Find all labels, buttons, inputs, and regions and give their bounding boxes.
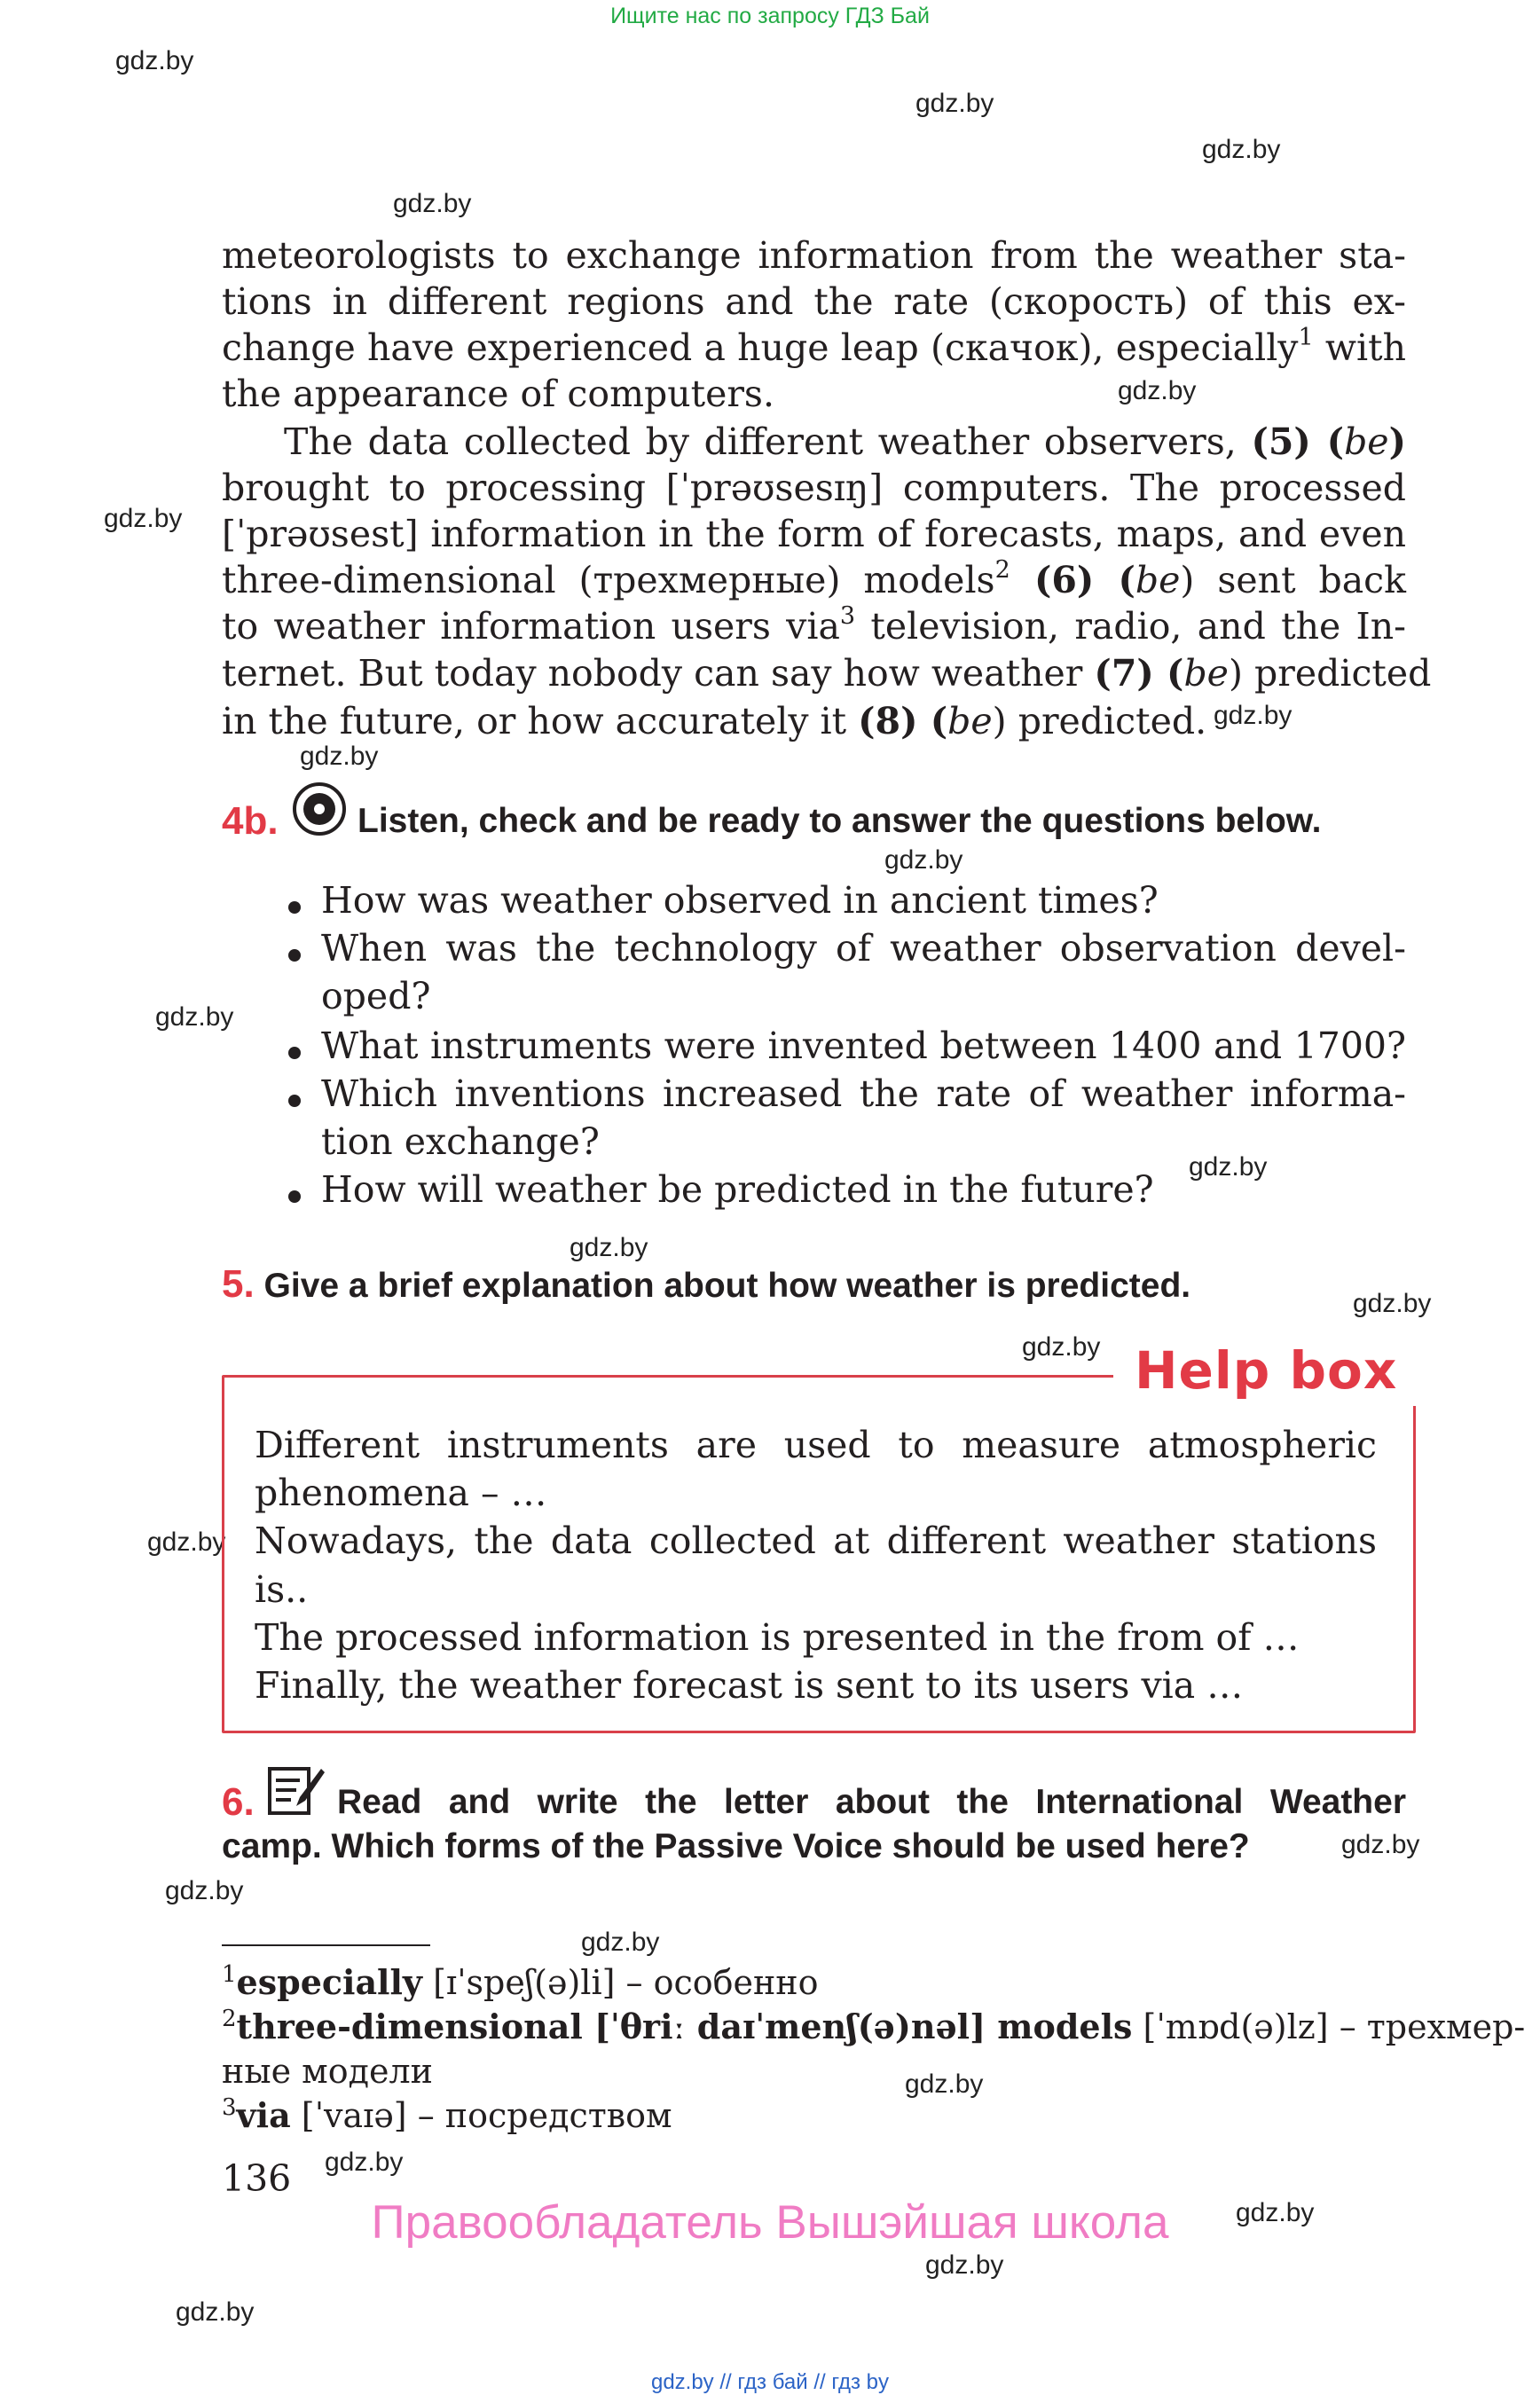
question-item: How was weather observed in ancient times? bbox=[321, 879, 1159, 922]
watermark: gdz.by bbox=[1202, 135, 1281, 164]
bullet bbox=[288, 901, 301, 914]
task-5-text: Give a brief explanation about how weather is predicted. bbox=[263, 1267, 1191, 1305]
bullet bbox=[288, 1047, 301, 1059]
bullet bbox=[288, 1095, 301, 1107]
watermark: gdz.by bbox=[1353, 1289, 1432, 1318]
body-text-line: [ˈprəʊsest] information in the form of forecasts, maps, and even bbox=[222, 513, 1406, 555]
help-box-line: Different instruments are used to measure atmospheric bbox=[255, 1424, 1377, 1466]
footnote: $^3$via [ˈvaɪə] – посредством bbox=[222, 2094, 672, 2135]
body-text-line: brought to processing [ˈprəʊsesɪŋ] computers. The processed bbox=[222, 467, 1406, 509]
help-box-line: The processed information is presented in the from of … bbox=[255, 1616, 1300, 1659]
watermark: gdz.by bbox=[570, 1233, 648, 1262]
top-banner: Ищите нас по запросу ГДЗ Бай bbox=[610, 4, 930, 28]
watermark: gdz.by bbox=[300, 742, 379, 771]
body-text-line: three-dimensional (трехмерные) models$^2$ (6) (be) sent back bbox=[222, 556, 1406, 601]
footnote: $^1$especially [ɪˈspeʃ(ə)li] – особенно bbox=[222, 1961, 819, 2002]
task-4b-text: Listen, check and be ready to answer the questions below. bbox=[358, 802, 1322, 840]
watermark: gdz.by bbox=[155, 1002, 234, 1032]
watermark: gdz.by bbox=[1341, 1830, 1420, 1859]
watermark: gdz.by bbox=[325, 2148, 404, 2177]
watermark: gdz.by bbox=[915, 89, 994, 118]
bullet bbox=[288, 949, 301, 962]
watermark: gdz.by bbox=[1236, 2198, 1315, 2227]
watermark: gdz.by bbox=[1022, 1332, 1101, 1362]
watermark: gdz.by bbox=[147, 1527, 226, 1557]
help-box-line: Nowadays, the data collected at different weather stations bbox=[255, 1520, 1377, 1562]
task-number: 4b. bbox=[222, 799, 279, 843]
cd-audio-icon bbox=[291, 781, 348, 837]
writing-pad-icon bbox=[266, 1765, 326, 1818]
footnote-divider bbox=[222, 1944, 430, 1946]
footnote: ные модели bbox=[222, 2052, 433, 2091]
body-text-line: The data collected by different weather observers, (5) (be) bbox=[284, 420, 1406, 463]
task-5-heading bbox=[222, 1263, 1190, 1308]
question-item: How will weather be predicted in the future? bbox=[321, 1168, 1154, 1211]
question-item: oped? bbox=[321, 975, 431, 1017]
watermark: gdz.by bbox=[905, 2069, 984, 2099]
task-6-heading bbox=[222, 1781, 255, 1826]
bullet bbox=[288, 1190, 301, 1203]
help-box-line: phenomena – … bbox=[255, 1472, 547, 1514]
question-item: Which inventions increased the rate of weather informa- bbox=[321, 1072, 1406, 1115]
help-box-line: Finally, the weather forecast is sent to its users via … bbox=[255, 1664, 1244, 1707]
question-item: What instruments were invented between 1400 and 1700? bbox=[321, 1025, 1406, 1067]
page-number: 136 bbox=[222, 2157, 292, 2200]
watermark: gdz.by bbox=[393, 189, 472, 218]
body-text-line: meteorologists to exchange information from the weather sta- bbox=[222, 234, 1406, 277]
task-number: 5. bbox=[222, 1262, 255, 1306]
task-6-text-line: Read and write the letter about the International Weather bbox=[337, 1783, 1406, 1821]
watermark: gdz.by bbox=[884, 845, 963, 875]
watermark: gdz.by bbox=[115, 46, 194, 75]
question-item: When was the technology of weather observation devel- bbox=[321, 927, 1406, 970]
task-4b-heading bbox=[222, 800, 279, 844]
help-box-line: is.. bbox=[255, 1568, 309, 1611]
watermark: gdz.by bbox=[165, 1876, 244, 1905]
watermark: gdz.by bbox=[925, 2250, 1004, 2280]
body-text-line: tions in different regions and the rate (скорость) of this ex- bbox=[222, 280, 1406, 323]
bottom-banner: gdz.by // гдз бай // гдз by bbox=[650, 2370, 890, 2394]
help-box-title: Help box bbox=[1113, 1335, 1418, 1406]
watermark: gdz.by bbox=[1118, 376, 1197, 405]
task-6-text-line: camp. Which forms of the Passive Voice should be used here? bbox=[222, 1827, 1250, 1865]
watermark: gdz.by bbox=[104, 504, 183, 533]
publisher-notice: Правообладатель Вышэйшая школа bbox=[371, 2196, 1169, 2249]
watermark: gdz.by bbox=[176, 2297, 255, 2327]
body-text-line: to weather information users via$^3$ television, radio, and the In- bbox=[222, 602, 1406, 648]
watermark: gdz.by bbox=[581, 1928, 660, 1957]
body-text-line: in the future, or how accurately it (8) (be) predicted. bbox=[222, 700, 1207, 742]
body-text-line: ternet. But today nobody can say how weather (7) (be) predicted bbox=[222, 652, 1432, 695]
question-item: tion exchange? bbox=[321, 1120, 600, 1163]
watermark: gdz.by bbox=[1189, 1152, 1268, 1182]
body-text-line: the appearance of computers. bbox=[222, 373, 775, 415]
body-text-line: change have experienced a huge leap (скачок), especially$^1$ with bbox=[222, 324, 1406, 369]
watermark: gdz.by bbox=[1214, 701, 1292, 730]
footnote: $^2$three-dimensional [ˈθriː daɪˈmenʃ(ə)nəl] models [ˈmɒd(ə)lz] – трехмер- bbox=[222, 2006, 1526, 2046]
task-number: 6. bbox=[222, 1780, 255, 1824]
